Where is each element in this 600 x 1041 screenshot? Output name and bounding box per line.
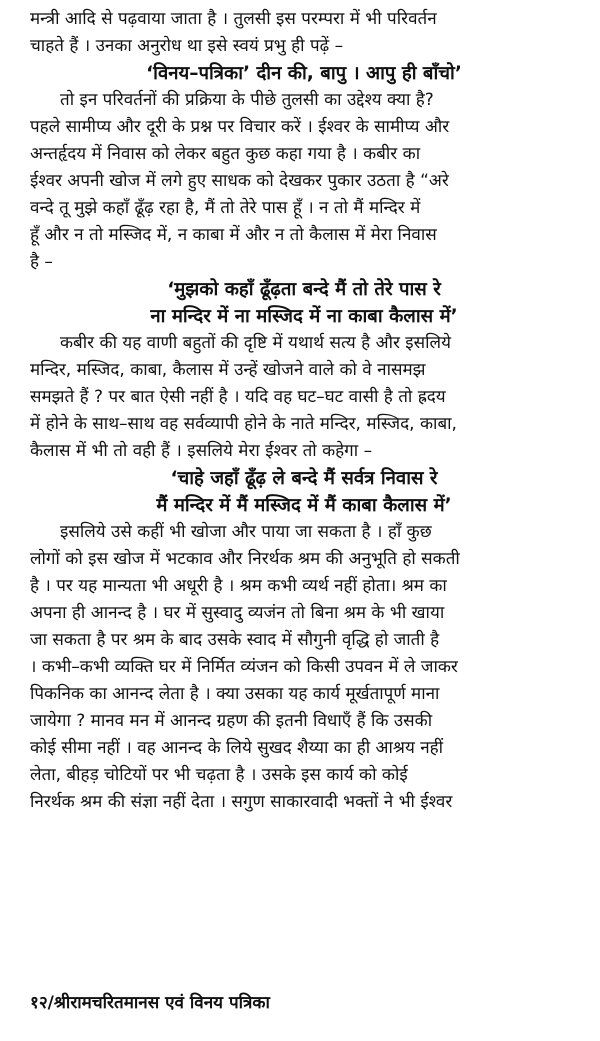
text-line: ईश्वर अपनी खोज में लगे हुए साधक को देखकर पुकार उठता है “अरे (30, 171, 449, 191)
text-line: जायेगा ? मानव मन में आनन्द ग्रहण की इतनी विधाएँ हैं कि उसकी (30, 711, 433, 731)
text-line: समझते हैं ? पर बात ऐसी नहीं है । यदि वह घट–घट वासी है तो ह्रदय (30, 387, 446, 407)
text-line: लोगों को इस खोज में भटकाव और निरर्थक श्रम की अनुभूति हो सकती (30, 549, 460, 569)
paragraph-1 (30, 6, 578, 60)
text-line: में होने के साथ–साथ वह सर्वव्यापी होने के नाते मन्दिर, मस्जिद, काबा, (30, 414, 457, 434)
text-line: हूँ और न तो मस्जिद में, न काबा में और न तो कैलास में मेरा निवास (30, 225, 437, 245)
text-line: कैलास में भी तो वही हैं । इसलिये मेरा ईश्वर तो कहेगा – (30, 441, 373, 461)
text-line: कबीर की यह वाणी बहुतों की दृष्टि में यथार्थ सत्य है और इसलिये (60, 333, 451, 353)
text-line: वन्दे तू मुझे कहाँ ढूँढ़ रहा है, मैं तो तेरे पास हूँ । न तो मैं मन्दिर में (30, 198, 421, 218)
quote-line: मैं मन्दिर में मैं मस्जिद में मैं काबा कैलास में’ (156, 495, 452, 516)
quote-kabir (30, 276, 578, 330)
text-line: है । पर यह मान्यता भी अधूरी है । श्रम कभी व्यर्थ नहीं होता। श्रम का (30, 576, 447, 596)
text-line: लेता, बीहड़ चोटियों पर भी चढ़ता है । उसके इस कार्य को कोई (30, 765, 408, 785)
text-line: पिकनिक का आनन्द लेता है । क्या उसका यह कार्य मूर्खतापूर्ण माना (30, 684, 440, 704)
quote-vinay-patrika: ‘विनय–पत्रिका’ दीन की, बापु । आपु ही बाँचो’ (146, 63, 462, 84)
paragraph-2 (30, 87, 578, 276)
paragraph-4 (30, 519, 578, 816)
quote-line: ना मन्दिर में ना मस्जिद में ना काबा कैलास में’ (150, 306, 458, 327)
text-line: कोई सीमा नहीं । वह आनन्द के लिये सुखद शैय्या का ही आश्रय नहीं (30, 738, 444, 758)
text-line: अपना ही आनन्द है । घर में सुस्वादु व्यजंन तो बिना श्रम के भी खाया (30, 603, 445, 623)
quote-line: ‘चाहे जहाँ ढूँढ़ ले बन्दे मैं सर्वत्र निवास रे (170, 468, 438, 489)
quote-line: ‘मुझको कहाँ ढूँढ़ता बन्दे मैं तो तेरे पास रे (167, 279, 441, 300)
text-line: पहले सामीप्य और दूरी के प्रश्न पर विचार करें । ईश्वर के सामीप्य और (30, 117, 450, 137)
text-line: है – (30, 252, 53, 272)
text-line: मन्त्री आदि से पढ़वाया जाता है । तुलसी इस परम्परा में भी परिवर्तन (30, 9, 437, 29)
text-line: निरर्थक श्रम की संज्ञा नहीं देता । सगुण साकारवादी भक्तों ने भी ईश्वर (30, 792, 453, 812)
text-line: जा सकता है पर श्रम के बाद उसके स्वाद में सौगुनी वृद्धि हो जाती है (30, 630, 440, 650)
page-footer: १२/श्रीरामचरितमानस एवं विनय पत्रिका (30, 993, 270, 1013)
paragraph-3 (30, 330, 578, 465)
quote-sarvatra (30, 465, 578, 519)
text-line: तो इन परिवर्तनों की प्रक्रिया के पीछे तुलसी का उद्देश्य क्या है? (60, 90, 434, 110)
text-line: मन्दिर, मस्जिद, काबा, कैलास में उन्हें खोजने वाले को वे नासमझ (30, 360, 426, 380)
text-line: अन्तर्हृदय में निवास को लेकर बहुत कुछ कहा गया है । कबीर का (30, 144, 421, 164)
text-line: चाहते हैं । उनका अनुरोध था इसे स्वयं प्रभु ही पढ़ें – (30, 36, 344, 56)
text-line: । कभी–कभी व्यक्ति घर में निर्मित व्यंजन को किसी उपवन में ले जाकर (30, 657, 458, 677)
text-line: इसलिये उसे कहीं भी खोजा और पाया जा सकता है । हाँ कुछ (60, 522, 432, 542)
